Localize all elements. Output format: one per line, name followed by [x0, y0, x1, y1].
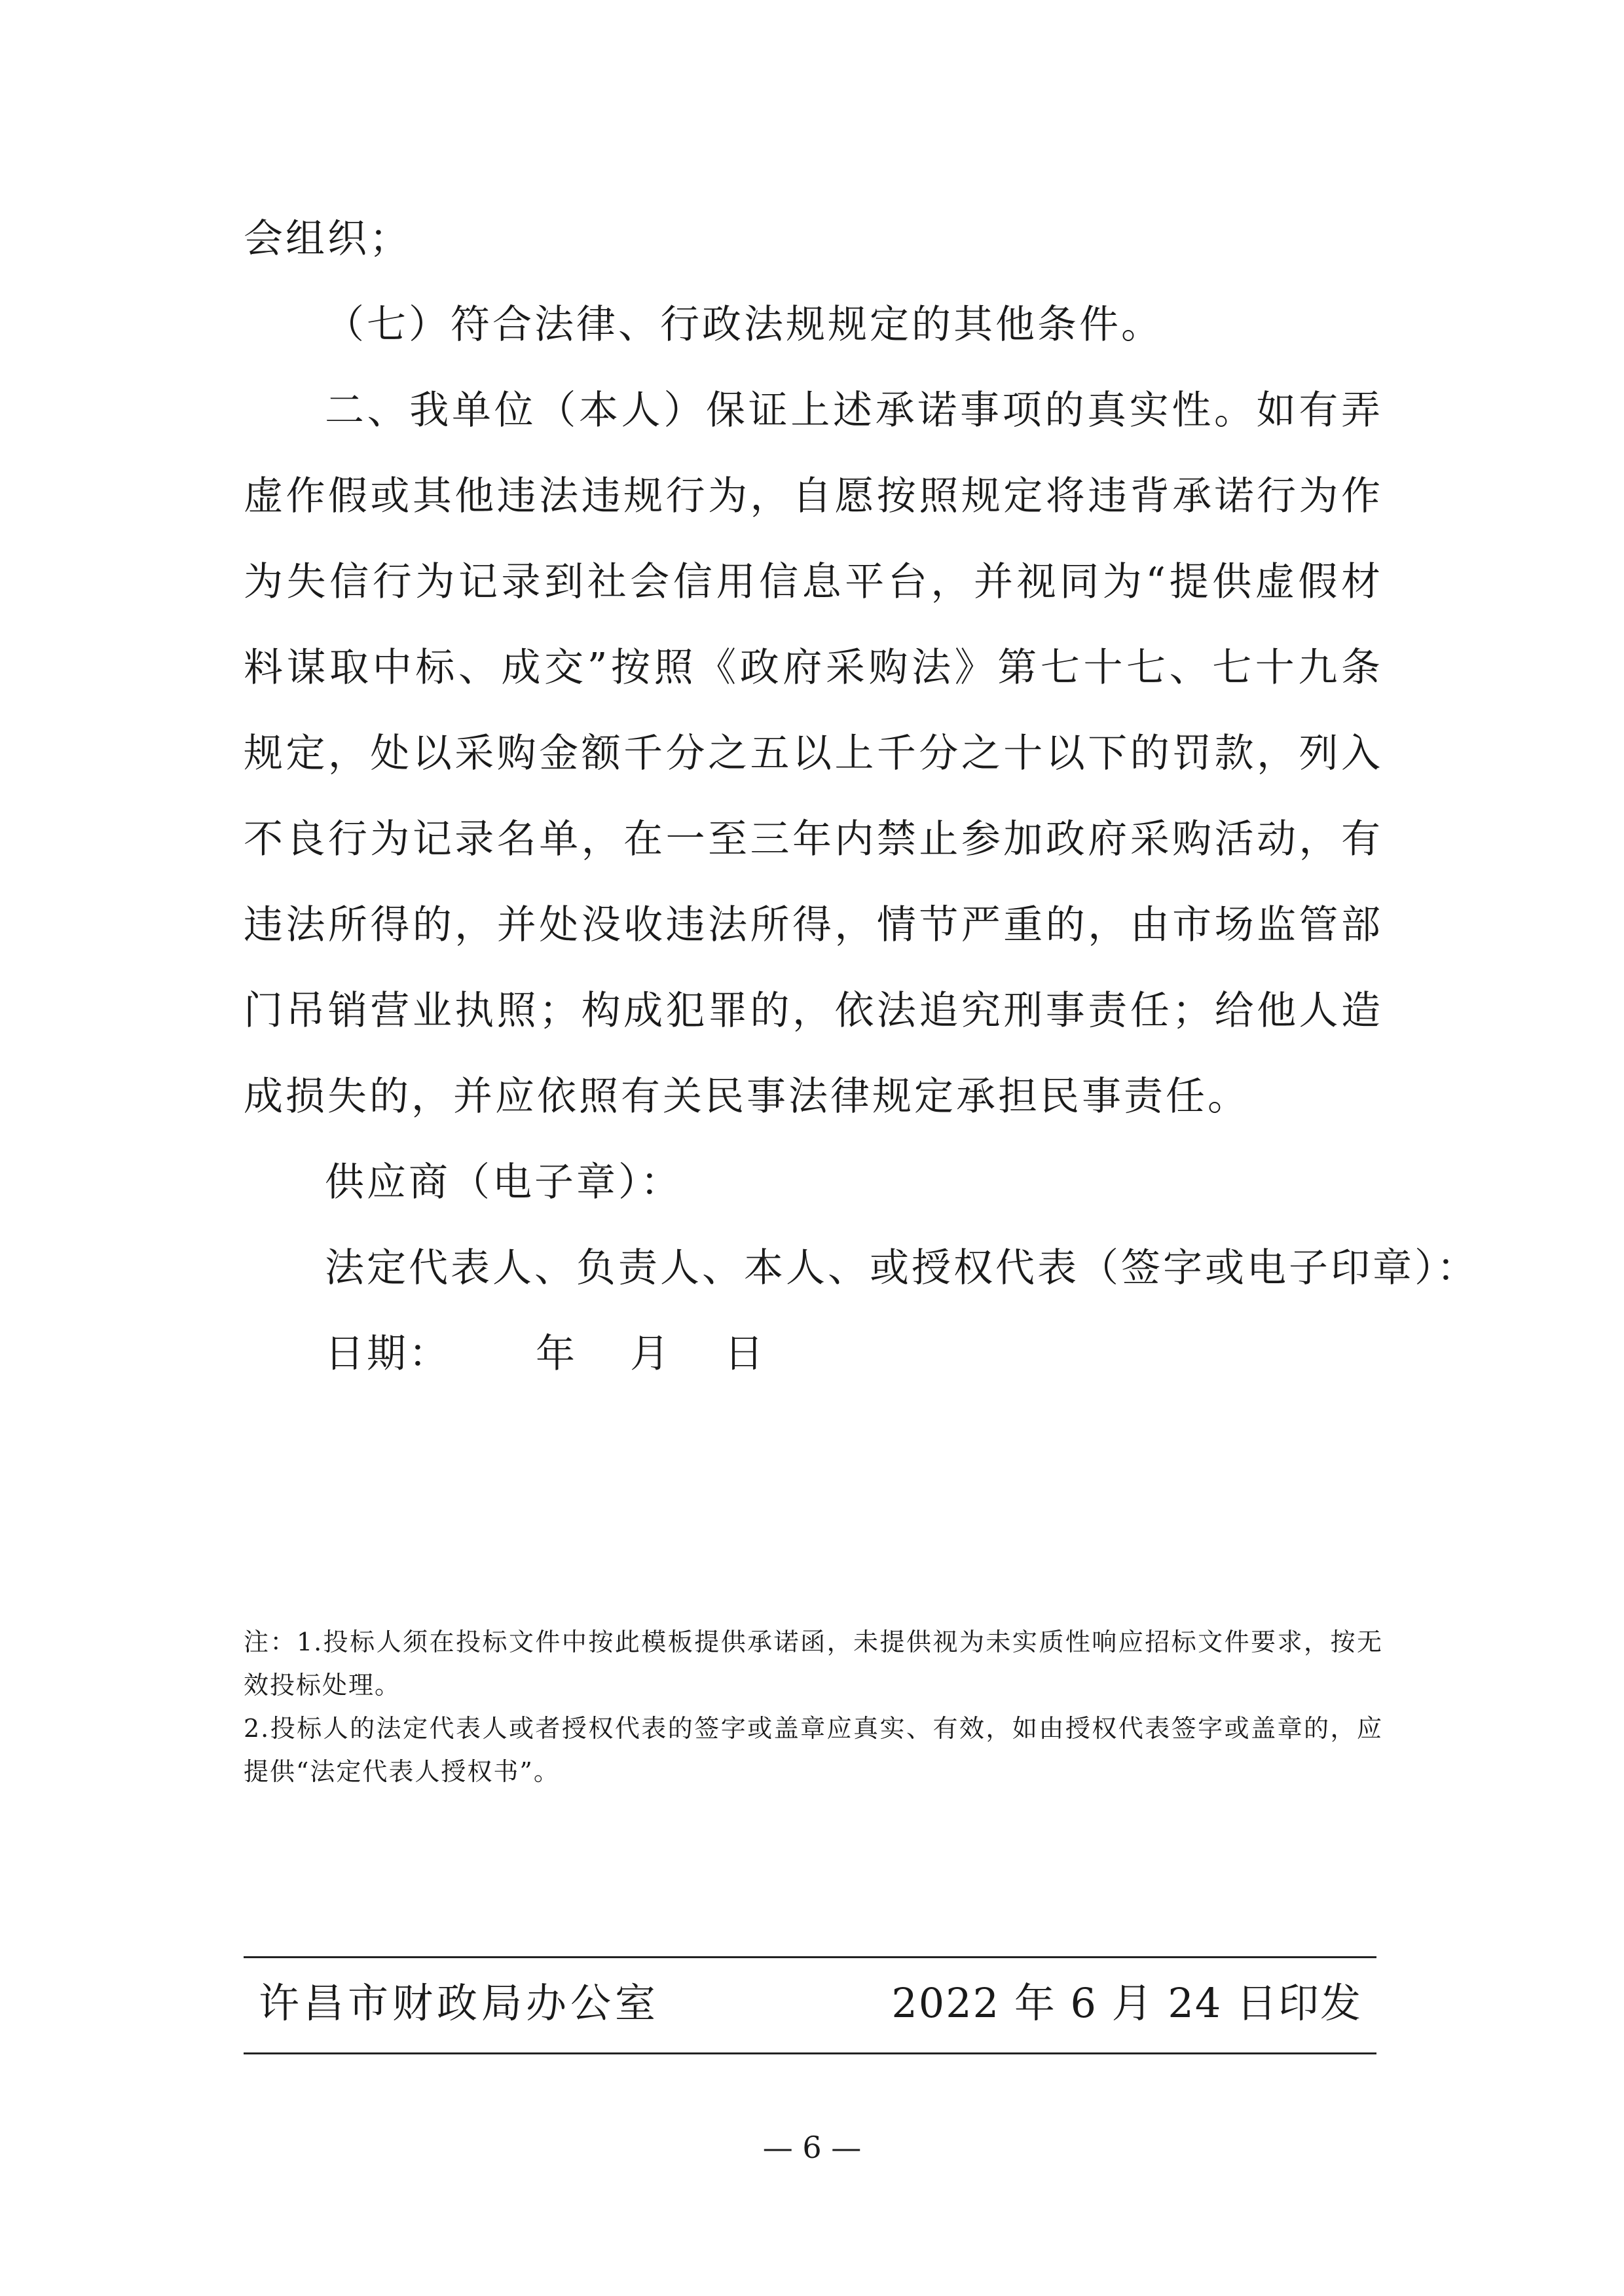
commitment-body: [244, 196, 1479, 1397]
note-2: 2.投标人的法定代表人或者授权代表的签字或盖章应真实、有效，如由授权代表签字或盖章的，应提供“法定代表人授权书”。: [244, 1714, 1383, 1786]
footer-bottom-rule: [244, 2052, 1376, 2054]
item-two-paragraph: 二、我单位（本人）保证上述承诺事项的真实性。如有弄虚作假或其他违法违规行为，自愿按照规定将违背承诺行为作为失信行为记录到社会信用信息平台，并视同为“提供虚假材料谋取中标、成交”按照《政府采购法》第七十七、七十九条规定，处以采购金额千分之五以上千分之十以下的罚款，列入不良行为记录名单，在一至三年内禁止参加政府采购活动，有违法所得的，并处没收违法所得，情节严重的，由市场监管部门吊销营业执照；构成犯罪的，依法追究刑事责任；给他人造成损失的，并应依照有关民事法律规定承担民事责任。: [244, 388, 1383, 1120]
page-number: — 6 —: [762, 2130, 862, 2165]
day-label: 日: [724, 1331, 766, 1377]
year-label: 年: [536, 1331, 578, 1377]
date-line: [244, 1311, 1383, 1397]
supplier-seal-label: 供应商（电子章）：: [325, 1159, 682, 1205]
issue-date: 2022 年 6 月 24 日印发: [891, 1979, 1362, 2027]
footer-top-rule: [244, 1956, 1376, 1958]
representative-signature-label: 法定代表人、负责人、本人、或授权代表（签字或电子印章）：: [325, 1245, 1479, 1291]
notes-section: [244, 1620, 1383, 1793]
item-seven: （七）符合法律、行政法规规定的其他条件。: [325, 302, 1163, 348]
month-label: 月: [630, 1331, 672, 1377]
issuer-name: 许昌市财政局办公室: [259, 1979, 660, 2027]
note-1: 注：1.投标人须在投标文件中按此模板提供承诺函，未提供视为未实质性响应招标文件要求，按无效投标处理。: [244, 1628, 1383, 1700]
date-label: 日期：: [325, 1331, 451, 1377]
line-continuation: 会组织；: [244, 216, 411, 262]
